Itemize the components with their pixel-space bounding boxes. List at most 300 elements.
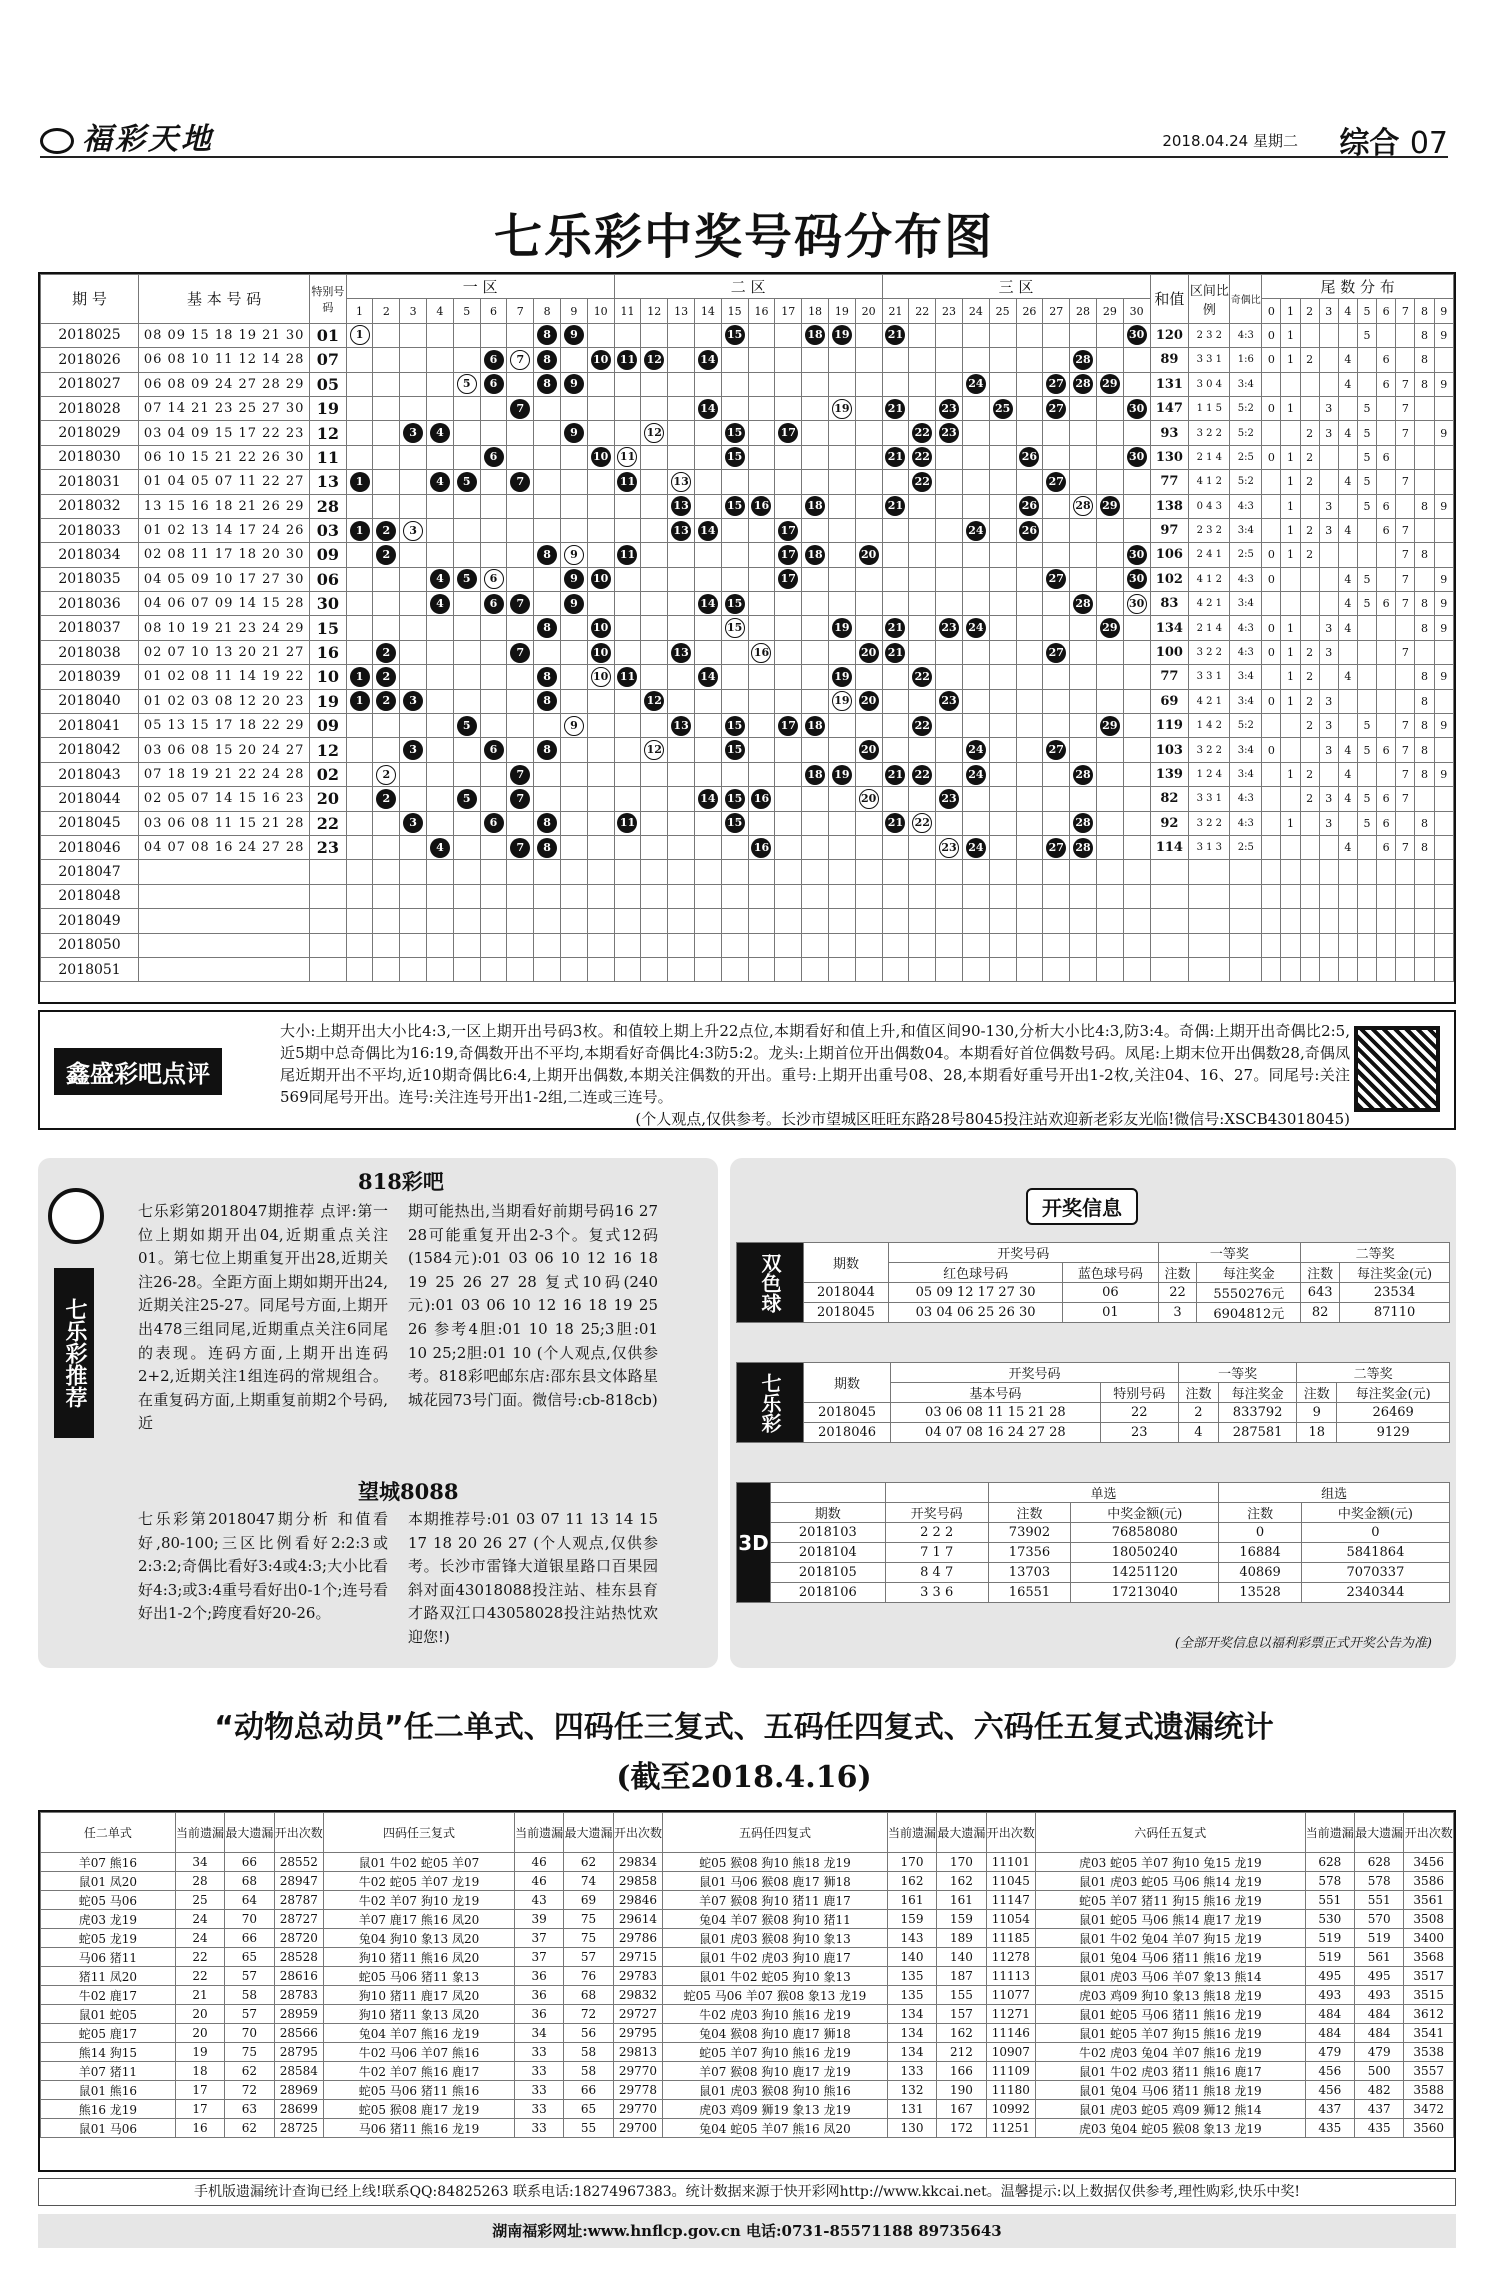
number-cell (453, 665, 480, 689)
number-cell (855, 543, 882, 567)
tail-cell: 8 (1415, 835, 1434, 859)
number-cell (802, 372, 829, 396)
sum-cell: 97 (1150, 518, 1189, 542)
number-cell (427, 592, 454, 616)
number-cell (694, 811, 721, 835)
number-cell (802, 396, 829, 420)
number-cell (534, 835, 561, 859)
number-cell (882, 470, 909, 494)
number-cell (802, 567, 829, 591)
number-cell (936, 421, 963, 445)
basic-header: 基 本 号 码 (139, 275, 310, 324)
miss-cell: 166 (937, 2062, 986, 2081)
tail-cell (1396, 909, 1415, 933)
number-cell (507, 689, 534, 713)
number-header: 17 (775, 299, 802, 323)
kj-cell: 73902 (988, 1523, 1070, 1543)
miss-cell: 55 (564, 2119, 613, 2138)
miss-cell: 虎03 鸡09 狗10 象13 熊18 龙19 (1036, 1986, 1306, 2005)
number-cell (1016, 762, 1043, 786)
number-cell (614, 445, 641, 469)
number-cell (1123, 445, 1150, 469)
miss-cell: 482 (1354, 2081, 1403, 2100)
kj-subheader: 蓝色球号码 (1063, 1263, 1158, 1283)
number-cell (909, 714, 936, 738)
number-cell (346, 933, 373, 957)
grid-row (41, 689, 1454, 713)
number-cell (1070, 738, 1097, 762)
drawn-ball: 15 (725, 716, 745, 736)
number-cell (480, 372, 507, 396)
tail-cell: 3 (1319, 689, 1338, 713)
drawn-ball: 28 (1073, 838, 1093, 858)
number-cell (427, 445, 454, 469)
number-cell (882, 811, 909, 835)
tail-cell (1319, 762, 1338, 786)
number-cell (882, 421, 909, 445)
miss-cell: 29770 (613, 2100, 662, 2119)
number-cell (427, 762, 454, 786)
tail-cell (1262, 592, 1281, 616)
special-number-cell: 05 (310, 372, 346, 396)
drawn-ball: 19 (832, 618, 852, 638)
basic-numbers-cell: 02 07 10 13 20 21 27 (139, 640, 310, 664)
number-cell (427, 372, 454, 396)
number-cell (1016, 396, 1043, 420)
oddeven-cell: 2:5 (1230, 543, 1262, 567)
number-cell (668, 835, 695, 859)
number-cell (480, 860, 507, 884)
number-cell (453, 445, 480, 469)
tail-cell (1434, 738, 1453, 762)
miss-cell: 56 (564, 2024, 613, 2043)
period-cell: 2018028 (41, 396, 139, 420)
kj-subheader-row (737, 1503, 1450, 1523)
kj-row (737, 1303, 1450, 1323)
sum-cell (1150, 957, 1189, 981)
number-cell (1070, 518, 1097, 542)
tail-cell: 6 (1377, 348, 1396, 372)
number-cell (855, 323, 882, 347)
number-cell (561, 762, 588, 786)
number-cell (802, 494, 829, 518)
miss-cell: 551 (1354, 1891, 1403, 1910)
number-cell (427, 909, 454, 933)
miss-cell: 29614 (613, 1910, 662, 1929)
period-cell: 2018045 (41, 811, 139, 835)
number-cell (614, 738, 641, 762)
page-header (40, 110, 1448, 161)
miss-cell: 58 (225, 1986, 274, 2005)
number-cell (480, 835, 507, 859)
tail-cell: 9 (1434, 665, 1453, 689)
number-cell (1043, 835, 1070, 859)
number-cell (694, 933, 721, 957)
number-cell (400, 909, 427, 933)
number-cell (936, 884, 963, 908)
number-cell (400, 762, 427, 786)
kj-cell: 2018045 (804, 1403, 891, 1423)
number-cell (1096, 396, 1123, 420)
kj-cell: 4 (1178, 1423, 1218, 1443)
miss-cell: 17 (175, 2081, 224, 2100)
miss-cell: 3588 (1404, 2081, 1454, 2100)
number-cell (400, 835, 427, 859)
number-cell (1016, 811, 1043, 835)
drawn-ball: 7 (510, 399, 530, 419)
interval-cell (1189, 884, 1230, 908)
tail-cell: 0 (1262, 640, 1281, 664)
interval-cell: 2 3 2 (1189, 518, 1230, 542)
number-cell (828, 835, 855, 859)
miss-header: 五码任四复式 (663, 1813, 888, 1853)
recommend-col-2: 期可能热出,当期看好前期号码16 27 28可能重复开出2-3个。复式12码(1584元):01 03 06 10 12 16 18 19 25 26 27 28 复式10码(240元):01 03 06 10 12 16 18 19 25 26 参考4胆:01 10 18 25;3胆:01 10 25;2胆:01 10 (个人观点,仅供参考。818彩吧邮东店:邵东县文体路星城花园73号门面。微信号:cb-818cb) (408, 1202, 658, 1409)
number-cell (936, 616, 963, 640)
grid-row (41, 494, 1454, 518)
tail-cell (1319, 323, 1338, 347)
number-cell (694, 957, 721, 981)
number-cell (1123, 616, 1150, 640)
drawn-ball: 4 (430, 569, 450, 589)
special-ball: 20 (859, 789, 879, 809)
miss-cell: 3612 (1404, 2005, 1454, 2024)
special-number-cell: 09 (310, 714, 346, 738)
special-ball: 15 (725, 618, 745, 638)
tail-cell: 9 (1434, 714, 1453, 738)
number-cell (936, 543, 963, 567)
miss-cell: 3560 (1404, 2119, 1454, 2138)
tail-cell: 6 (1377, 592, 1396, 616)
number-cell (346, 323, 373, 347)
drawn-ball: 19 (832, 325, 852, 345)
tail-cell (1300, 396, 1319, 420)
number-cell (427, 665, 454, 689)
drawn-ball: 2 (376, 545, 396, 565)
number-cell (775, 323, 802, 347)
number-cell (694, 714, 721, 738)
tail-cell (1338, 640, 1357, 664)
number-cell (775, 543, 802, 567)
page-title: 七乐彩中奖号码分布图 (493, 209, 994, 265)
number-cell (1043, 689, 1070, 713)
kj-cell: 87110 (1340, 1303, 1450, 1323)
number-cell (373, 372, 400, 396)
drawn-ball: 3 (403, 813, 423, 833)
special-number-cell: 03 (310, 518, 346, 542)
miss-cell: 551 (1305, 1891, 1354, 1910)
number-header: 29 (1096, 299, 1123, 323)
tail-cell (1300, 909, 1319, 933)
lottery-logo-icon (40, 128, 74, 154)
number-cell (641, 835, 668, 859)
kj-cell: 2340344 (1301, 1583, 1449, 1603)
miss-cell: 11278 (986, 1948, 1035, 1967)
number-cell (561, 860, 588, 884)
miss-cell: 134 (887, 2024, 936, 2043)
number-cell (909, 933, 936, 957)
number-cell (668, 811, 695, 835)
number-cell (694, 323, 721, 347)
number-cell (480, 348, 507, 372)
kj-cell: 5841864 (1301, 1543, 1449, 1563)
number-cell (453, 518, 480, 542)
number-cell (346, 909, 373, 933)
basic-numbers-cell (139, 884, 310, 908)
sum-cell: 138 (1150, 494, 1189, 518)
miss-cell: 25 (175, 1891, 224, 1910)
number-cell (614, 372, 641, 396)
number-cell (962, 518, 989, 542)
tail-cell (1262, 494, 1281, 518)
tail-cell (1377, 884, 1396, 908)
number-cell (989, 494, 1016, 518)
drawn-ball: 22 (912, 716, 932, 736)
basic-numbers-cell (139, 860, 310, 884)
miss-cell: 437 (1354, 2100, 1403, 2119)
number-cell (641, 909, 668, 933)
number-cell (962, 616, 989, 640)
grid-row (41, 445, 1454, 469)
number-cell (721, 957, 748, 981)
number-cell (909, 494, 936, 518)
sum-cell: 69 (1150, 689, 1189, 713)
tail-cell (1300, 860, 1319, 884)
miss-cell: 72 (564, 2005, 613, 2024)
number-header: 6 (480, 299, 507, 323)
special-number-cell: 19 (310, 396, 346, 420)
number-cell (1123, 372, 1150, 396)
miss-cell: 187 (937, 1967, 986, 1986)
number-cell (775, 884, 802, 908)
number-cell (748, 884, 775, 908)
tail-cell (1377, 714, 1396, 738)
special-number-cell: 10 (310, 665, 346, 689)
number-cell (882, 445, 909, 469)
number-cell (641, 518, 668, 542)
number-cell (373, 421, 400, 445)
tail-cell (1396, 348, 1415, 372)
interval-cell: 1 2 4 (1189, 762, 1230, 786)
stats-subtitle: (截至2018.4.16) (616, 1760, 872, 1795)
miss-cell: 羊07 鹿17 熊16 凤20 (324, 1910, 515, 1929)
number-cell (855, 909, 882, 933)
number-cell (507, 323, 534, 347)
miss-cell: 11113 (986, 1967, 1035, 1986)
number-cell (936, 860, 963, 884)
number-cell (1070, 445, 1097, 469)
number-cell (962, 494, 989, 518)
number-header: 19 (828, 299, 855, 323)
number-cell (507, 738, 534, 762)
number-header: 7 (507, 299, 534, 323)
miss-cell: 74 (564, 1872, 613, 1891)
number-cell (561, 787, 588, 811)
number-cell (641, 445, 668, 469)
number-cell (668, 909, 695, 933)
number-cell (587, 787, 614, 811)
number-cell (936, 640, 963, 664)
kj-cell: 7070337 (1301, 1563, 1449, 1583)
kj-cell: 3 (1158, 1303, 1197, 1323)
tail-cell (1338, 714, 1357, 738)
number-cell (587, 835, 614, 859)
tail-digit-header: 5 (1357, 299, 1376, 323)
tail-cell (1319, 567, 1338, 591)
kj-cell: 17213040 (1071, 1583, 1219, 1603)
miss-cell: 29832 (613, 1986, 662, 2005)
number-cell (748, 567, 775, 591)
number-cell (936, 567, 963, 591)
interval-cell: 3 2 2 (1189, 421, 1230, 445)
number-cell (561, 665, 588, 689)
number-cell (748, 738, 775, 762)
number-cell (855, 421, 882, 445)
drawn-ball: 27 (1046, 838, 1066, 858)
number-cell (1123, 762, 1150, 786)
miss-cell: 43 (514, 1891, 563, 1910)
tail-cell: 1 (1281, 640, 1300, 664)
miss-header: 最大遗漏 (937, 1813, 986, 1853)
tail-cell: 9 (1434, 616, 1453, 640)
drawn-ball: 19 (832, 667, 852, 687)
tail-cell (1319, 884, 1338, 908)
number-cell (748, 811, 775, 835)
miss-cell: 578 (1354, 1872, 1403, 1891)
number-cell (480, 421, 507, 445)
miss-cell: 29783 (613, 1967, 662, 1986)
miss-cell: 28699 (274, 2100, 323, 2119)
tail-cell (1281, 592, 1300, 616)
tail-cell: 2 (1300, 518, 1319, 542)
drawn-ball: 26 (1019, 447, 1039, 467)
drawn-ball: 4 (430, 838, 450, 858)
number-cell (587, 567, 614, 591)
number-cell (668, 494, 695, 518)
drawn-ball: 4 (430, 472, 450, 492)
tail-cell (1357, 372, 1376, 396)
number-cell (1070, 787, 1097, 811)
grid-row (41, 372, 1454, 396)
tail-cell: 8 (1415, 714, 1434, 738)
tail-cell (1415, 933, 1434, 957)
number-cell (909, 860, 936, 884)
number-cell (534, 860, 561, 884)
basic-numbers-cell (139, 957, 310, 981)
number-cell (561, 933, 588, 957)
miss-header: 任二单式 (41, 1813, 176, 1853)
number-cell (909, 640, 936, 664)
miss-header: 当前遗漏 (175, 1813, 224, 1853)
number-cell (1123, 665, 1150, 689)
number-cell (668, 860, 695, 884)
draw-info-title: 开奖信息 (1026, 1188, 1138, 1225)
kj-cell: 04 07 08 16 24 27 28 (891, 1423, 1100, 1443)
tail-cell: 1 (1281, 616, 1300, 640)
comment-body: 大小:上期开出大小比4:3,一区上期开出号码3枚。和值较上期上升22点位,本期看好和值上升,和值区间90-130,分析大小比4:3,防3:4。奇偶:上期开出奇偶比2:5,近5期中总奇偶比为16:19,奇偶数开出不平均,本期看好奇偶比4:3防5:2。龙头:上期首位开出偶数04。本期看好首位偶数号码。凤尾:上期末位开出偶数28,奇偶凤尾近期开出不平均,近10期奇偶比6:4,上期开出偶数,本期关注偶数的开出。重号:上期开出重号08、28,本期看好重号开出1-2枚,关注04、16、27。同尾号:关注569同尾号开出。连号:关注连号开出1-2组,二连或三连号。 (280, 1022, 1350, 1106)
number-cell (1123, 323, 1150, 347)
special-number-cell: 01 (310, 323, 346, 347)
number-cell (507, 543, 534, 567)
number-cell (936, 957, 963, 981)
number-cell (775, 640, 802, 664)
miss-cell: 虎03 龙19 (41, 1910, 176, 1929)
number-cell (507, 396, 534, 420)
tail-cell (1319, 592, 1338, 616)
tail-cell (1434, 909, 1453, 933)
kj-cell: 2018045 (804, 1303, 889, 1323)
special-ball: 11 (617, 447, 637, 467)
tail-cell: 4 (1338, 567, 1357, 591)
drawn-ball: 5 (457, 472, 477, 492)
miss-cell: 鼠01 马06 (41, 2119, 176, 2138)
number-cell (480, 543, 507, 567)
number-cell (802, 787, 829, 811)
number-header: 30 (1123, 299, 1150, 323)
number-cell (802, 811, 829, 835)
miss-cell: 11271 (986, 2005, 1035, 2024)
tail-cell (1434, 543, 1453, 567)
number-cell (373, 616, 400, 640)
number-cell (694, 567, 721, 591)
special-header: 特别号码 (310, 275, 346, 324)
miss-cell: 29858 (613, 1872, 662, 1891)
basic-numbers-cell: 08 10 19 21 23 24 29 (139, 616, 310, 640)
tail-cell: 2 (1300, 689, 1319, 713)
drawn-ball: 8 (537, 325, 557, 345)
tail-cell (1396, 957, 1415, 981)
number-cell (855, 884, 882, 908)
sum-cell: 103 (1150, 738, 1189, 762)
number-cell (480, 323, 507, 347)
number-cell (614, 957, 641, 981)
drawn-ball: 6 (484, 447, 504, 467)
tail-cell (1338, 689, 1357, 713)
number-cell (346, 592, 373, 616)
tail-cell (1338, 543, 1357, 567)
period-cell: 2018050 (41, 933, 139, 957)
number-cell (936, 933, 963, 957)
basic-numbers-cell (139, 933, 310, 957)
number-cell (962, 787, 989, 811)
number-cell (1123, 494, 1150, 518)
number-cell (828, 518, 855, 542)
tail-cell: 4 (1338, 372, 1357, 396)
number-cell (641, 933, 668, 957)
tail-cell: 6 (1377, 835, 1396, 859)
miss-cell: 57 (225, 2005, 274, 2024)
drawn-ball: 9 (564, 374, 584, 394)
tail-cell (1262, 518, 1281, 542)
drawn-ball: 11 (617, 545, 637, 565)
miss-cell: 3568 (1404, 1948, 1454, 1967)
number-cell (346, 811, 373, 835)
tail-cell (1396, 689, 1415, 713)
number-cell (480, 689, 507, 713)
number-cell (400, 811, 427, 835)
sum-cell: 100 (1150, 640, 1189, 664)
drawn-ball: 5 (457, 569, 477, 589)
tail-cell (1281, 787, 1300, 811)
miss-cell: 66 (564, 2081, 613, 2100)
miss-cell: 兔04 羊07 猴08 狗10 猪11 (663, 1910, 888, 1929)
drawn-ball: 11 (617, 350, 637, 370)
special-number-cell (310, 957, 346, 981)
tail-cell (1434, 811, 1453, 835)
special-ball: 13 (671, 472, 691, 492)
number-cell (561, 957, 588, 981)
interval-cell: 2 4 1 (1189, 543, 1230, 567)
number-cell (989, 640, 1016, 664)
